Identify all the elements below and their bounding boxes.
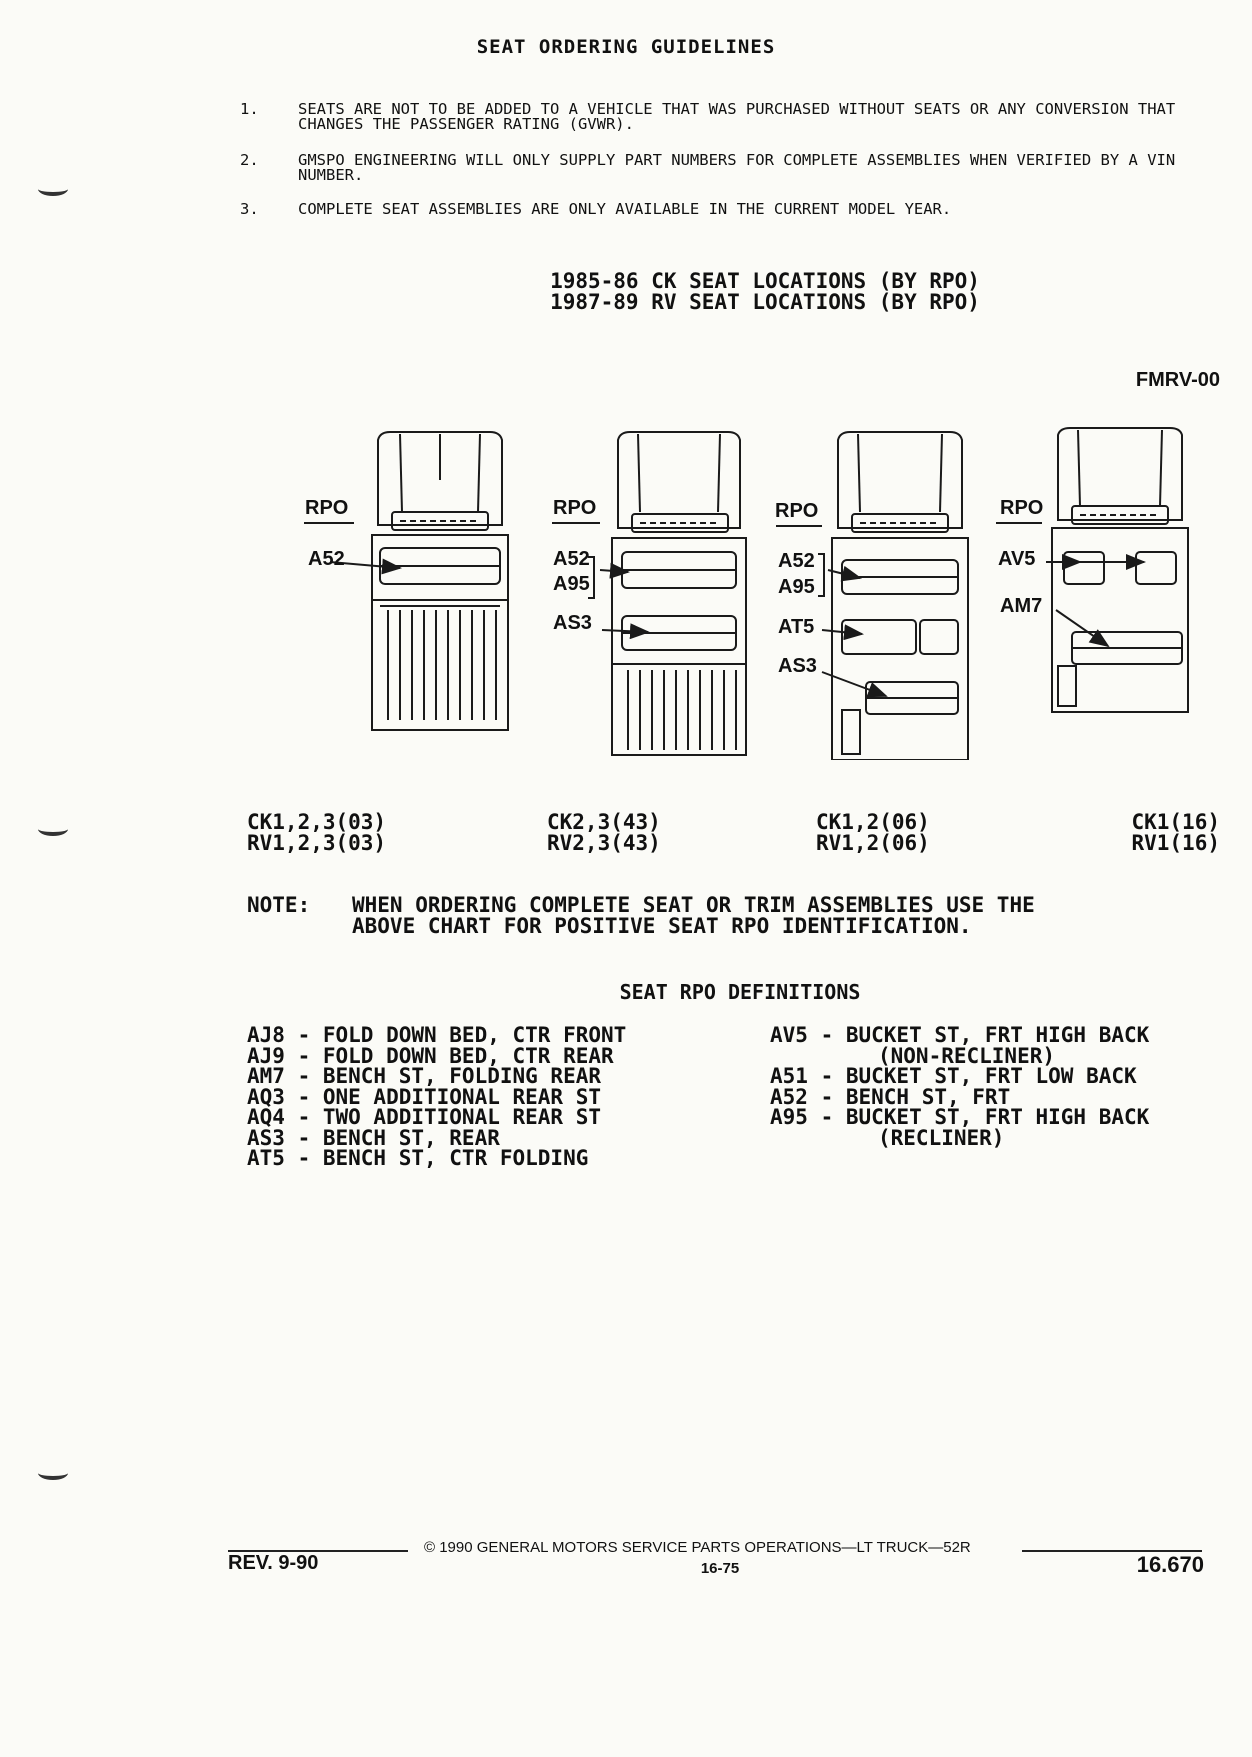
- guideline-number: 3.: [240, 200, 259, 218]
- guideline-text: COMPLETE SEAT ASSEMBLIES ARE ONLY AVAILABLE IN THE CURRENT MODEL YEAR.: [298, 200, 952, 218]
- definition-item: A52 - BENCH ST, FRT: [770, 1084, 1011, 1109]
- model-code-line: CK2,3(43): [547, 810, 661, 834]
- note-label: NOTE:: [247, 893, 311, 917]
- footer-page-number: 16.670: [1136, 1552, 1204, 1577]
- definitions-right-column: [770, 1025, 1149, 1148]
- definition-item: AQ3 - ONE ADDITIONAL REAR ST: [247, 1084, 602, 1109]
- diagram-label: A95: [553, 573, 590, 595]
- model-code-line: RV1,2,3(03): [247, 831, 387, 855]
- diagram-label: AM7: [1000, 595, 1043, 617]
- definition-item: A95 - BUCKET ST, FRT HIGH BACK: [770, 1105, 1150, 1129]
- rpo-heading: RPO: [775, 500, 819, 522]
- guideline-text: GMSPO ENGINEERING WILL ONLY SUPPLY PART NUMBERS FOR COMPLETE ASSEMBLIES WHEN VERIFIED BY A VIN NUMBER.: [298, 151, 1176, 184]
- definition-continuation: (NON-RECLINER): [878, 1043, 1056, 1068]
- note-block: [247, 895, 1227, 939]
- section-heading-line2: 1987-89 RV SEAT LOCATIONS (BY RPO): [550, 290, 980, 314]
- binder-hole-mark: [38, 1466, 68, 1480]
- page-title: SEAT ORDERING GUIDELINES: [476, 36, 776, 58]
- model-code-line: CK1,2,3(03): [247, 810, 387, 834]
- model-code-line: CK1,2(06): [816, 810, 930, 834]
- definitions-title: SEAT RPO DEFINITIONS: [619, 980, 861, 1004]
- definition-item: A51 - BUCKET ST, FRT LOW BACK: [770, 1064, 1137, 1088]
- definitions-left-column: [247, 1025, 626, 1169]
- binder-hole-mark: [38, 822, 68, 836]
- section-heading-line1: 1985-86 CK SEAT LOCATIONS (BY RPO): [550, 269, 980, 293]
- model-code-line: RV1(16): [1131, 831, 1220, 855]
- diagram-label: AS3: [778, 655, 817, 677]
- diagram-label: A52: [553, 548, 590, 570]
- definition-item: AQ4 - TWO ADDITIONAL REAR ST: [247, 1105, 602, 1129]
- guideline-item: [240, 102, 1220, 134]
- footer-copyright: © 1990 GENERAL MOTORS SERVICE PARTS OPERATIONS—LT TRUCK—52R: [424, 1539, 971, 1556]
- definition-item: AS3 - BENCH ST, REAR: [247, 1125, 500, 1150]
- binder-hole-mark: [38, 182, 68, 196]
- note-line2: ABOVE CHART FOR POSITIVE SEAT RPO IDENTIFICATION.: [352, 914, 972, 938]
- definition-item: AT5 - BENCH ST, CTR FOLDING: [247, 1146, 589, 1170]
- guideline-text: SEATS ARE NOT TO BE ADDED TO A VEHICLE THAT WAS PURCHASED WITHOUT SEATS OR ANY CONVERSION THAT CHANGES THE PASSENGER RATING (GVWR).: [298, 100, 1176, 133]
- diagram-label: AV5: [998, 548, 1036, 570]
- model-code-line: CK1(16): [1131, 810, 1220, 834]
- diagram-label: AT5: [778, 616, 815, 638]
- diagram-label: AS3: [553, 612, 592, 634]
- model-code-line: RV1,2(06): [816, 831, 930, 855]
- definition-item: AV5 - BUCKET ST, FRT HIGH BACK: [770, 1023, 1150, 1047]
- figure-code: FMRV-00: [1135, 369, 1220, 391]
- guideline-item: [240, 202, 1220, 220]
- definition-item: AM7 - BENCH ST, FOLDING REAR: [247, 1064, 602, 1088]
- guideline-number: 1.: [240, 100, 259, 118]
- rpo-heading: RPO: [553, 497, 597, 519]
- definition-continuation: (RECLINER): [878, 1125, 1005, 1150]
- footer-revision: REV. 9-90: [228, 1552, 319, 1574]
- seat-location-diagram: [250, 420, 1210, 760]
- rpo-heading: RPO: [305, 497, 349, 519]
- definition-item: AJ8 - FOLD DOWN BED, CTR FRONT: [247, 1023, 627, 1047]
- model-code-line: RV2,3(43): [547, 831, 661, 855]
- note-line1: WHEN ORDERING COMPLETE SEAT OR TRIM ASSEMBLIES USE THE: [352, 893, 1035, 917]
- rpo-heading: RPO: [1000, 497, 1044, 519]
- diagram-label: A52: [308, 548, 345, 570]
- definition-item: AJ9 - FOLD DOWN BED, CTR REAR: [247, 1043, 614, 1068]
- footer-page-center: 16-75: [700, 1560, 740, 1577]
- diagram-label: A95: [778, 576, 815, 598]
- guideline-item: [240, 153, 1220, 185]
- diagram-label: A52: [778, 550, 815, 572]
- truck-regular-cab-drawing: [304, 432, 508, 730]
- guideline-number: 2.: [240, 151, 259, 169]
